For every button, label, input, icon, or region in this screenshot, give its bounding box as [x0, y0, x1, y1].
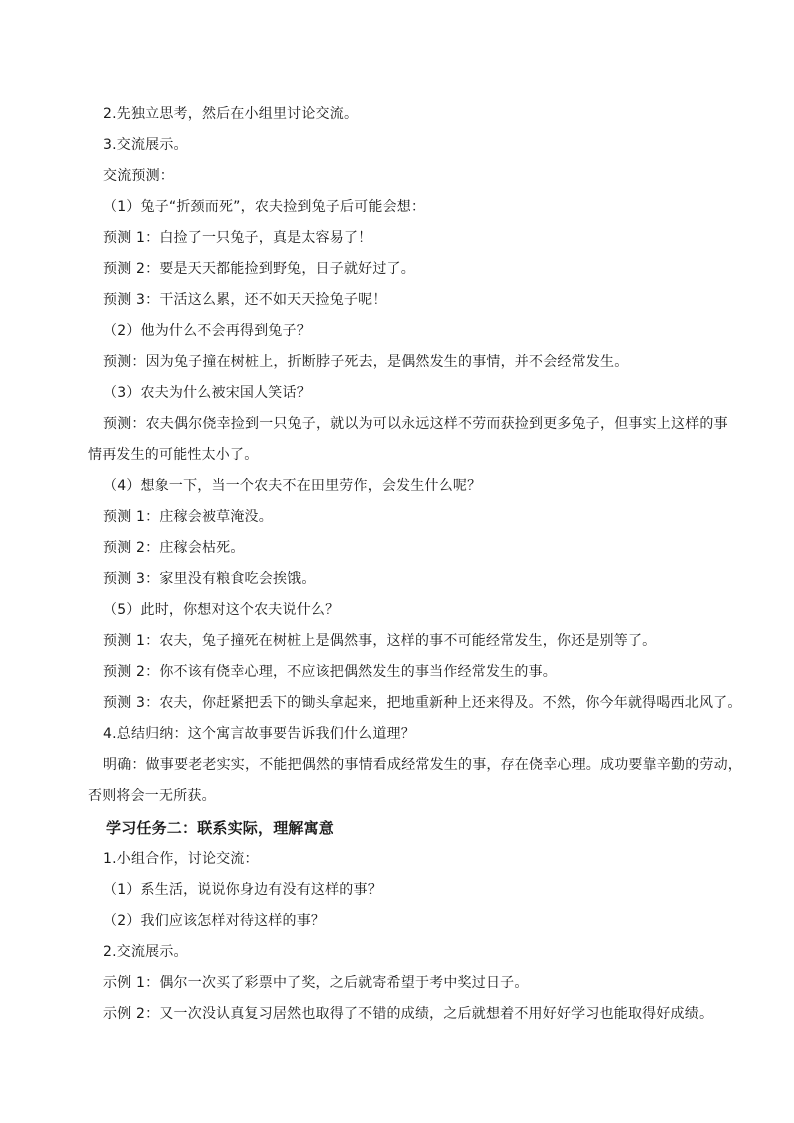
example-2: 示例 2：又一次没认真复习居然也取得了不错的成绩，之后就想着不用好好学习也能取得好成绩。: [103, 1006, 714, 1022]
prediction-4-2: 预测 2：庄稼会枯死。: [103, 540, 245, 556]
prediction-1-1: 预测 1：白捡了一只兔子，真是太容易了！: [103, 230, 373, 246]
prediction-5-3: 预测 3：农夫，你赶紧把丢下的锄头拿起来，把地重新种上还来得及。不然，你今年就得喝西北风了。: [103, 695, 742, 711]
discussion-question-2: （2）我们应该怎样对待这样的事？: [103, 913, 326, 929]
question-5: （5）此时，你想对这个农夫说什么？: [103, 602, 340, 618]
question-4: （4）想象一下，当一个农夫不在田里劳作，会发生什么呢？: [103, 478, 482, 494]
prediction-5-1: 预测 1：农夫，兔子撞死在树桩上是偶然事，这样的事不可能经常发生，你还是别等了。: [103, 633, 657, 649]
prediction-1-2: 预测 2：要是天天都能捡到野兔，日子就好过了。: [103, 261, 415, 277]
question-2: （2）他为什么不会再得到兔子？: [103, 323, 311, 339]
step-exchange-display: 3.交流展示。: [103, 137, 188, 153]
clarification-line2: 否则将会一无所获。: [88, 788, 216, 804]
prediction-4-3: 预测 3：家里没有粮食吃会挨饿。: [103, 571, 316, 587]
prediction-2: 预测：因为兔子撞在树桩上，折断脖子死去，是偶然发生的事情，并不会经常发生。: [103, 354, 629, 370]
section-heading-task-2: 学习任务二：联系实际，理解寓意: [106, 819, 335, 837]
step-exchange-display-2: 2.交流展示。: [103, 944, 188, 960]
question-3: （3）农夫为什么被宋国人笑话？: [103, 385, 311, 401]
clarification-line1: 明确：做事要老老实实，不能把偶然的事情看成经常发生的事，存在侥幸心理。成功要靠辛勤的劳动，: [103, 757, 742, 773]
example-1: 示例 1：偶尔一次买了彩票中了奖，之后就寄希望于考中奖过日子。: [103, 975, 529, 991]
prediction-3-line2: 情再发生的可能性太小了。: [88, 447, 259, 463]
question-1: （1）兔子“折颈而死”，农夫捡到兔子后可能会想：: [103, 199, 426, 215]
exchange-prediction-label: 交流预测：: [103, 168, 174, 184]
step-independent-thinking: 2.先独立思考，然后在小组里讨论交流。: [103, 106, 359, 122]
prediction-1-3: 预测 3：干活这么累，还不如天天捡兔子呢！: [103, 292, 387, 308]
prediction-4-1: 预测 1：庄稼会被草淹没。: [103, 509, 273, 525]
prediction-5-2: 预测 2：你不该有侥幸心理，不应该把偶然发生的事当作经常发生的事。: [103, 664, 557, 680]
discussion-question-1: （1）系生活，说说你身边有没有这样的事？: [103, 882, 382, 898]
prediction-3-line1: 预测：农夫偶尔侥幸捡到一只兔子，就以为可以永远这样不劳而获捡到更多兔子，但事实上这样的事: [103, 416, 728, 432]
step-summary: 4.总结归纳：这个寓言故事要告诉我们什么道理？: [103, 726, 415, 742]
step-group-cooperation: 1.小组合作，讨论交流：: [103, 851, 259, 867]
